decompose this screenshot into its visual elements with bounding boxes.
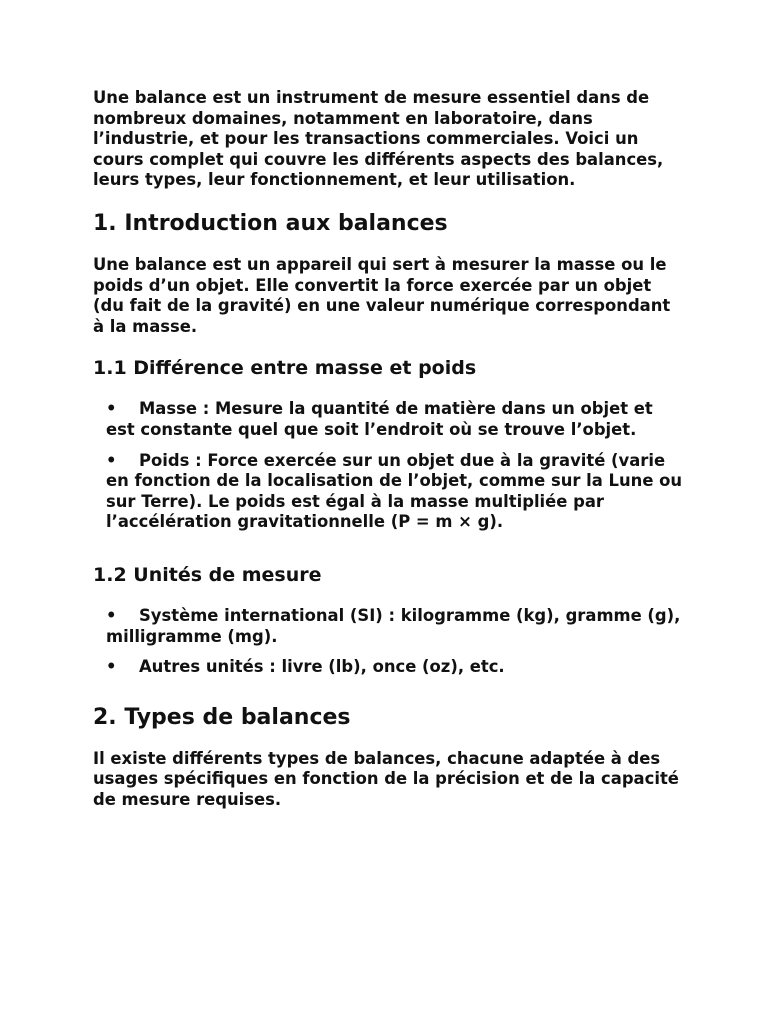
document-page — [93, 88, 683, 810]
section-heading-introduction: 1. Introduction aux balances — [93, 210, 448, 236]
list-item-text: Poids : Force exercée sur un objet due à la gravité (varie en fonction de la localisation de l’objet, comme sur la Lune ou sur Terre). Le poids est égal à la masse multipliée par l’accélération gravitationnelle (P = m × g). — [106, 450, 683, 532]
list-item-text: Autres unités : livre (lb), once (oz), etc. — [139, 657, 505, 677]
list-item — [106, 657, 683, 678]
bullet-marker: • — [106, 399, 117, 419]
bullet-list-masse-poids — [93, 399, 683, 533]
bullet-marker: • — [106, 657, 117, 677]
bullet-list-unites — [93, 606, 683, 678]
list-item-text: Système international (SI) : kilogramme (kg), gramme (g), milligramme (mg). — [106, 605, 681, 646]
list-item — [106, 399, 683, 440]
section-paragraph-types: Il existe différents types de balances, chacune adaptée à des usages spécifiques en fonction de la précision et de la capacité de mesure requises. — [93, 748, 679, 809]
subsection-heading-masse-poids: 1.1 Différence entre masse et poids — [93, 357, 477, 380]
list-item-text: Masse : Mesure la quantité de matière dans un objet et est constante quel que soit l’endroit où se trouve l’objet. — [106, 399, 653, 439]
section-heading-types: 2. Types de balances — [93, 704, 351, 730]
intro-paragraph: Une balance est un instrument de mesure essentiel dans de nombreux domaines, notamment en laboratoire, dans l’industrie, et pour les transactions commerciales. Voici un cours complet qui couvre les différents aspects des balances, leurs types, leur fonctionnement, et leur utilisation. — [93, 88, 664, 190]
list-item — [106, 606, 683, 647]
list-item — [106, 451, 683, 533]
subsection-heading-unites: 1.2 Unités de mesure — [93, 563, 322, 586]
section-paragraph-introduction: Une balance est un appareil qui sert à mesurer la masse ou le poids d’un objet. Elle convertit la force exercée par un objet (du fait de la gravité) en une valeur numérique correspondant à la masse. — [93, 254, 671, 336]
bullet-marker: • — [106, 605, 117, 625]
bullet-marker: • — [106, 450, 117, 470]
